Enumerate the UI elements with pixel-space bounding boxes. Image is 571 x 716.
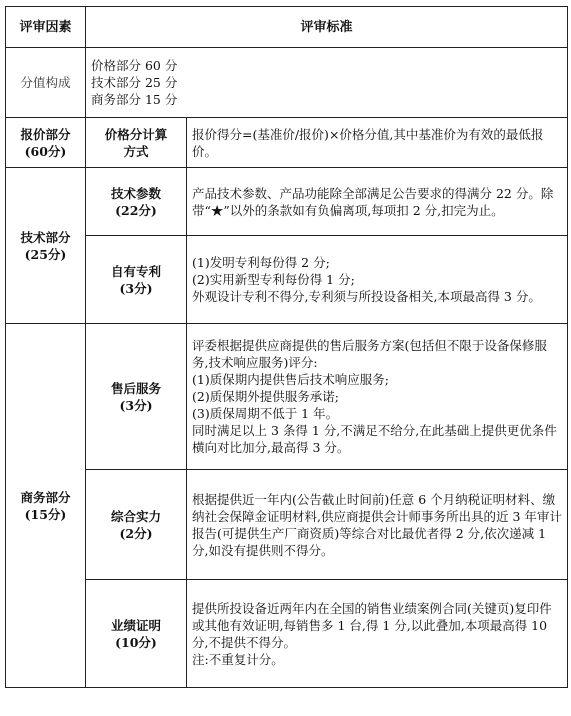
tech-category-score: (25分) bbox=[24, 246, 67, 262]
tech-category bbox=[6, 168, 86, 324]
scoring-table bbox=[5, 6, 568, 688]
biz-service-score: (3分) bbox=[119, 397, 153, 413]
tech-params-item bbox=[86, 168, 187, 236]
biz-service-line: (3)质保周期不低于 1 年。 bbox=[192, 406, 339, 421]
tech-params-desc: 产品技术参数、产品功能除全部满足公告要求的得满分 22 分。除带“★”以外的条款如有负偏离项,每项扣 2 分,扣完为止。 bbox=[187, 168, 568, 236]
tech-patent-name: 自有专利 bbox=[110, 263, 161, 279]
tech-params-row bbox=[6, 168, 568, 236]
biz-strength-row bbox=[6, 470, 568, 580]
biz-category bbox=[6, 324, 86, 688]
biz-performance-score: (10分) bbox=[115, 634, 157, 650]
composition-row bbox=[6, 48, 568, 118]
price-item-line: 方式 bbox=[123, 143, 149, 159]
biz-service-line: (1)质保期内提供售后技术响应服务; bbox=[192, 372, 389, 387]
tech-patent-desc bbox=[187, 236, 568, 324]
biz-strength-desc: 根据提供近一年内(公告截止时间前)任意 6 个月纳税证明材料、缴纳社会保障金证明材料,供应商提供会计师事务所出具的近 3 年审计报告(可提供生产厂商资质)等综合对比最优者得 2 分,依次递减 1 分,如没有提供则不得分。 bbox=[187, 470, 568, 580]
price-category bbox=[6, 118, 86, 168]
biz-performance-row bbox=[6, 580, 568, 688]
biz-service-item bbox=[86, 324, 187, 470]
tech-params-score: (22分) bbox=[115, 202, 157, 218]
biz-performance-item bbox=[86, 580, 187, 688]
tech-patent-line: (1)发明专利每份得 2 分; bbox=[192, 255, 330, 270]
biz-strength-item bbox=[86, 470, 187, 580]
biz-strength-name: 综合实力 bbox=[110, 508, 161, 524]
biz-service-desc bbox=[187, 324, 568, 470]
biz-performance-line: 注:不重复计分。 bbox=[192, 651, 284, 667]
biz-service-row bbox=[6, 324, 568, 470]
tech-params-name: 技术参数 bbox=[110, 185, 161, 201]
biz-service-line: 评委根据提供应商提供的售后服务方案(包括但不限于设备保修服务,技术响应服务)评分: bbox=[192, 338, 547, 370]
biz-performance-desc bbox=[187, 580, 568, 688]
price-item bbox=[86, 118, 187, 168]
price-category-name: 报价部分 bbox=[20, 126, 71, 142]
composition-lines bbox=[86, 48, 568, 118]
price-item-line: 价格分计算 bbox=[104, 126, 168, 142]
header-standard: 评审标准 bbox=[86, 7, 568, 48]
composition-label: 分值构成 bbox=[6, 48, 86, 118]
header-factor: 评审因素 bbox=[6, 7, 86, 48]
biz-service-name: 售后服务 bbox=[110, 380, 161, 396]
composition-line: 价格部分 60 分 bbox=[91, 58, 178, 73]
biz-category-score: (15分) bbox=[24, 506, 67, 522]
price-category-score: (60分) bbox=[24, 143, 67, 159]
tech-patent-line: 外观设计专利不得分,专利须与所投设备相关,本项最高得 3 分。 bbox=[192, 289, 541, 304]
biz-performance-name: 业绩证明 bbox=[110, 617, 161, 633]
price-row bbox=[6, 118, 568, 168]
tech-patent-row bbox=[6, 236, 568, 324]
composition-line: 商务部分 15 分 bbox=[91, 92, 178, 107]
biz-service-line: 同时满足以上 3 条得 1 分,不满足不给分,在此基础上提供更优条件横向对比加分,最高得 3 分。 bbox=[192, 423, 557, 455]
header-row bbox=[6, 7, 568, 48]
biz-strength-score: (2分) bbox=[119, 525, 153, 541]
tech-patent-line: (2)实用新型专利每份得 1 分; bbox=[192, 272, 355, 287]
tech-category-name: 技术部分 bbox=[20, 229, 71, 245]
biz-service-line: (2)质保期外提供服务承诺; bbox=[192, 389, 339, 404]
composition-line: 技术部分 25 分 bbox=[91, 75, 178, 90]
tech-patent-item bbox=[86, 236, 187, 324]
biz-category-name: 商务部分 bbox=[20, 489, 71, 505]
price-desc: 报价得分=(基准价/报价)×价格分值,其中基准价为有效的最低报价。 bbox=[187, 118, 568, 168]
tech-patent-score: (3分) bbox=[119, 280, 153, 296]
biz-performance-line: 提供所投设备近两年内在全国的销售业绩案例合同(关键页)复印件或其他有效证明,每销售多 1 台,得 1 分,以此叠加,本项最高得 10 分,不提供不得分。 bbox=[192, 600, 552, 650]
